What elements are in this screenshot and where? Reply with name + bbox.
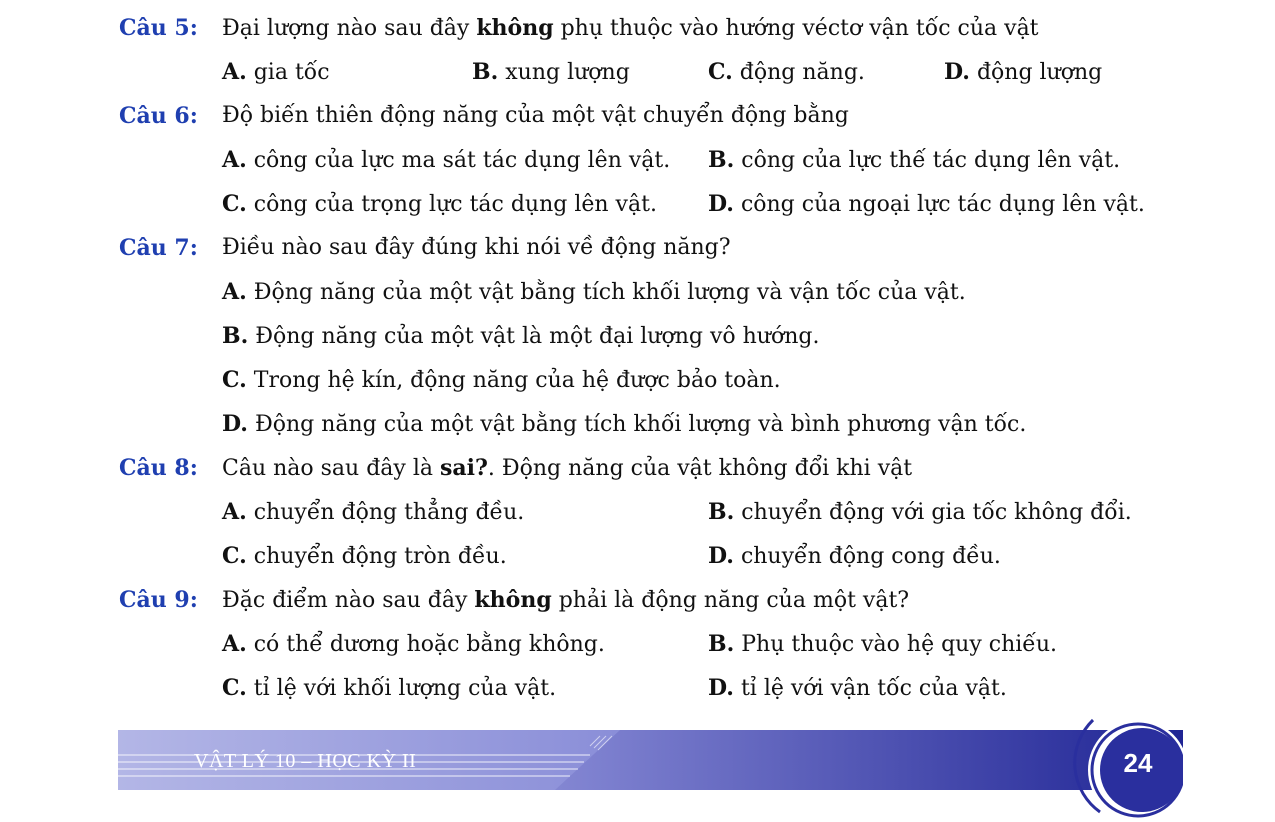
option-text: Trong hệ kín, động năng của hệ được bảo toàn. [246,368,781,393]
option-letter: B. [708,147,735,173]
option-letter: D. [708,191,734,217]
options-row [119,182,1179,226]
question-stem [222,226,731,270]
option-text: có thể dương hoặc bằng không. [246,632,605,657]
options-row [119,534,1179,578]
option-letter: D. [222,411,248,437]
stem-text: Đại lượng nào sau đây [222,16,477,41]
answer-option [222,270,966,315]
option-text: chuyển động với gia tốc không đổi. [734,500,1132,525]
answer-option [944,50,1102,95]
answer-option [222,490,524,535]
answer-option [222,314,819,359]
options-row [119,50,1179,94]
page-number: 24 [1123,748,1153,778]
emphasis-text: không [474,587,552,613]
option-letter: B. [708,499,735,525]
option-letter: A. [222,59,247,85]
option-letter: C. [708,59,733,85]
option-letter: C. [222,367,247,393]
answer-option [708,534,1001,579]
question-stem [222,578,909,623]
option-letter: B. [708,631,735,657]
option-letter: A. [222,147,247,173]
question-stem [222,446,912,491]
question-label: Câu 9: [119,587,198,613]
question-list [119,6,1179,710]
options-row [119,138,1179,182]
answer-option [222,402,1026,447]
option-letter: B. [222,323,249,349]
option-text: chuyển động thẳng đều. [246,500,525,525]
options-row [119,622,1179,666]
answer-option [708,50,865,95]
option-text: Động năng của một vật là một đại lượng vô hướng. [248,324,820,349]
answer-option [222,358,781,403]
footer-banner [0,700,1275,822]
option-text: công của lực ma sát tác dụng lên vật. [246,148,671,173]
answer-option [222,534,507,579]
answer-option [222,182,657,227]
emphasis-text: không [476,15,554,41]
question-label: Câu 7: [119,235,198,261]
option-letter: C. [222,675,247,701]
option-text: công của ngoại lực tác dụng lên vật. [733,192,1145,217]
option-letter: D. [708,675,734,701]
options-row [119,314,1179,358]
answer-option [472,50,630,95]
option-letter: B. [472,59,499,85]
stem-text: . Động năng của vật không đổi khi vật [487,456,913,481]
option-text: Động năng của một vật bằng tích khối lượng và vận tốc của vật. [246,280,966,305]
stem-text: phải là động năng của một vật? [551,588,910,613]
option-text: chuyển động tròn đều. [246,544,507,569]
option-letter: D. [708,543,734,569]
stem-text: Câu nào sau đây là [222,456,440,481]
question-stem [222,94,849,138]
option-text: chuyển động cong đều. [733,544,1001,569]
answer-option [708,138,1120,183]
emphasis-text: sai? [439,455,488,481]
option-text: tỉ lệ với khối lượng của vật. [246,676,557,701]
option-letter: A. [222,499,247,525]
option-text: công của lực thế tác dụng lên vật. [734,148,1121,173]
options-row [119,270,1179,314]
option-text: công của trọng lực tác dụng lên vật. [246,192,657,217]
answer-option [222,50,330,95]
option-text: Phụ thuộc vào hệ quy chiếu. [734,632,1057,657]
answer-option [222,138,670,183]
stem-text: Độ biến thiên động năng của một vật chuyển động bằng [222,103,849,128]
question-label: Câu 5: [119,15,198,41]
answer-option [222,622,605,667]
option-text: động năng. [732,60,865,85]
options-row [119,358,1179,402]
question-6 [119,94,1179,138]
answer-option [708,182,1145,227]
stem-text: phụ thuộc vào hướng véctơ vận tốc của vật [553,16,1039,41]
option-letter: A. [222,631,247,657]
question-stem [222,6,1039,51]
option-letter: C. [222,543,247,569]
option-text: động lượng [969,60,1103,85]
options-row [119,490,1179,534]
footer-title: VẬT LÝ 10 – HỌC KỲ II [194,750,417,772]
answer-option [708,490,1132,535]
stem-text: Điều nào sau đây đúng khi nói về động năng? [222,235,731,260]
question-label: Câu 8: [119,455,198,481]
question-8 [119,446,1179,490]
option-letter: D. [944,59,970,85]
stem-text: Đặc điểm nào sau đây [222,588,475,613]
option-text: Động năng của một vật bằng tích khối lượng và bình phương vận tốc. [247,412,1027,437]
answer-option [708,622,1057,667]
option-text: tỉ lệ với vận tốc của vật. [733,676,1007,701]
option-text: gia tốc [246,60,330,85]
options-row [119,402,1179,446]
question-9 [119,578,1179,622]
question-7 [119,226,1179,270]
option-letter: C. [222,191,247,217]
option-letter: A. [222,279,247,305]
question-5 [119,6,1179,50]
question-label: Câu 6: [119,103,198,129]
option-text: xung lượng [498,60,630,85]
